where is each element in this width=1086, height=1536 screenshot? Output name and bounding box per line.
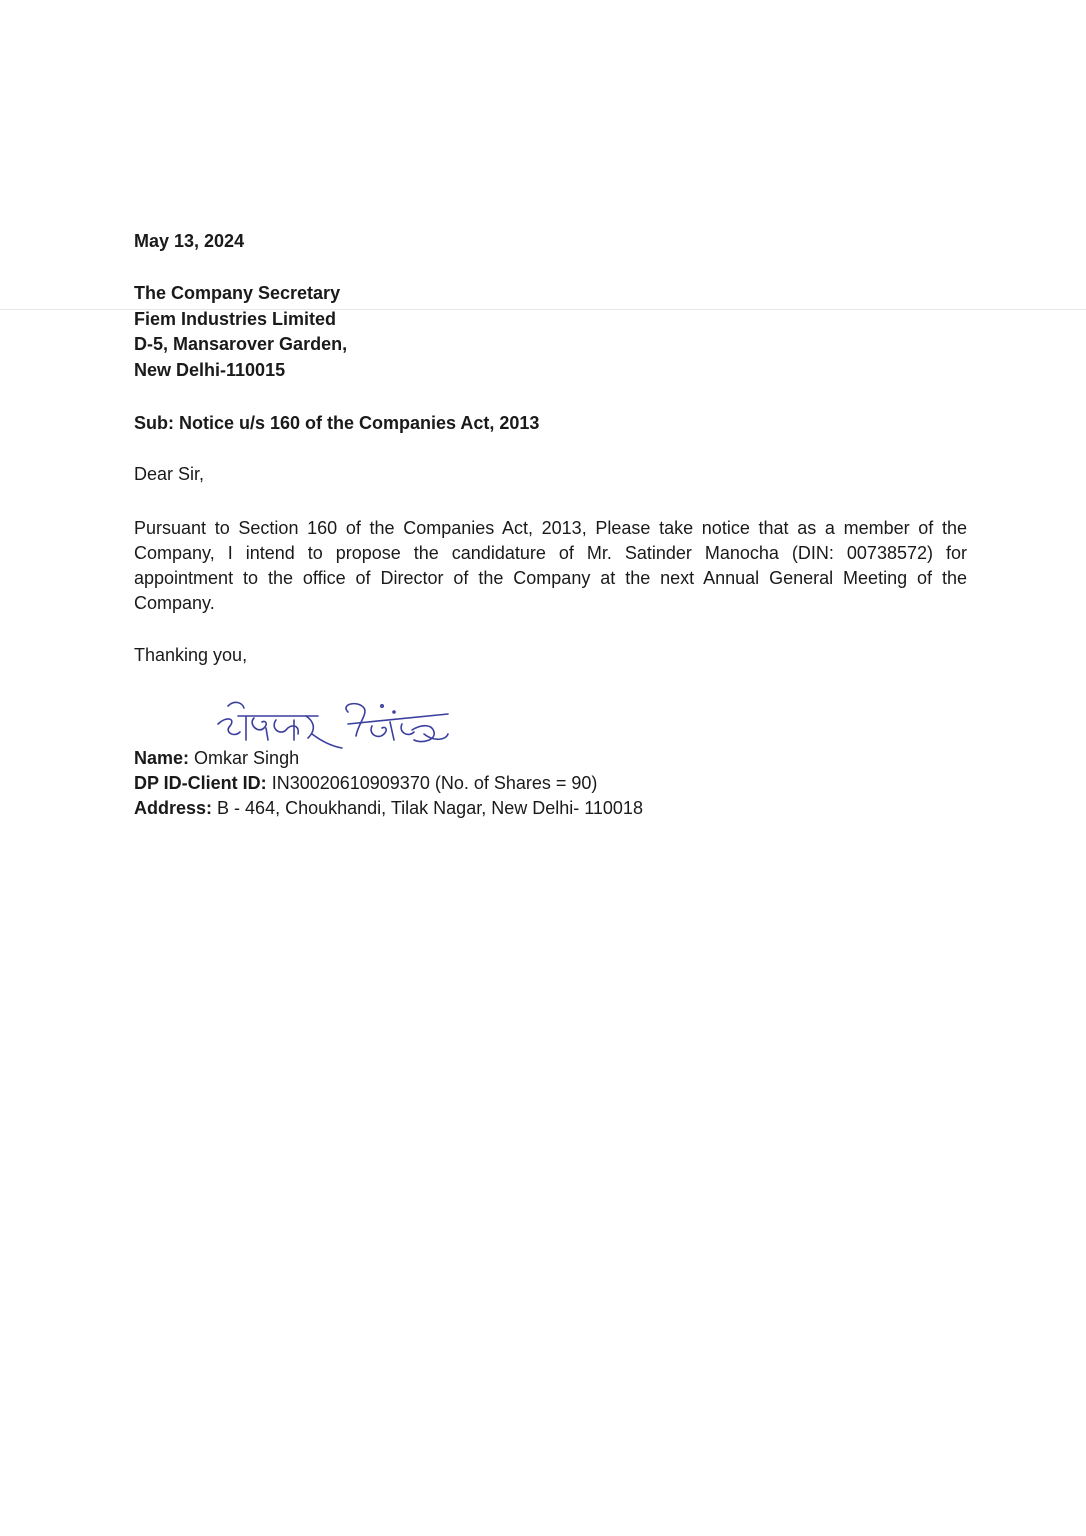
recipient-line-city: New Delhi-110015 — [134, 359, 286, 380]
sender-details-block — [134, 746, 643, 821]
sender-name-value: Omkar Singh — [194, 748, 300, 768]
sender-address-label: Address: — [134, 798, 213, 818]
letter-subject: Sub: Notice u/s 160 of the Companies Act, 2013 — [134, 413, 540, 433]
sender-dp-row — [134, 771, 643, 796]
letter-body: Pursuant to Section 160 of the Companies Act, 2013, Please take notice that as a member of the Company, I intend to propose the candidature of Mr. Satinder Manocha (DIN: 00738572) for appointment to the office of Director of the Company at the next Annual General Meeting of the Company. — [134, 518, 967, 613]
letter-closing: Thanking you, — [134, 645, 248, 665]
recipient-address-block — [134, 281, 347, 383]
sender-name-row — [134, 746, 643, 771]
sender-name-label: Name: — [134, 748, 190, 768]
sender-dp-label: DP ID-Client ID: — [134, 773, 267, 793]
sender-address-value: B - 464, Choukhandi, Tilak Nagar, New Delhi- 110018 — [217, 798, 643, 818]
letter-date: May 13, 2024 — [134, 231, 245, 251]
sender-dp-value: IN30020610909370 (No. of Shares = 90) — [271, 773, 598, 793]
recipient-line-company: Fiem Industries Limited — [134, 308, 337, 329]
letter-salutation: Dear Sir, — [134, 464, 205, 484]
recipient-line-street: D-5, Mansarover Garden, — [134, 334, 348, 354]
recipient-line-title: The Company Secretary — [134, 283, 341, 303]
sender-address-row — [134, 796, 643, 821]
